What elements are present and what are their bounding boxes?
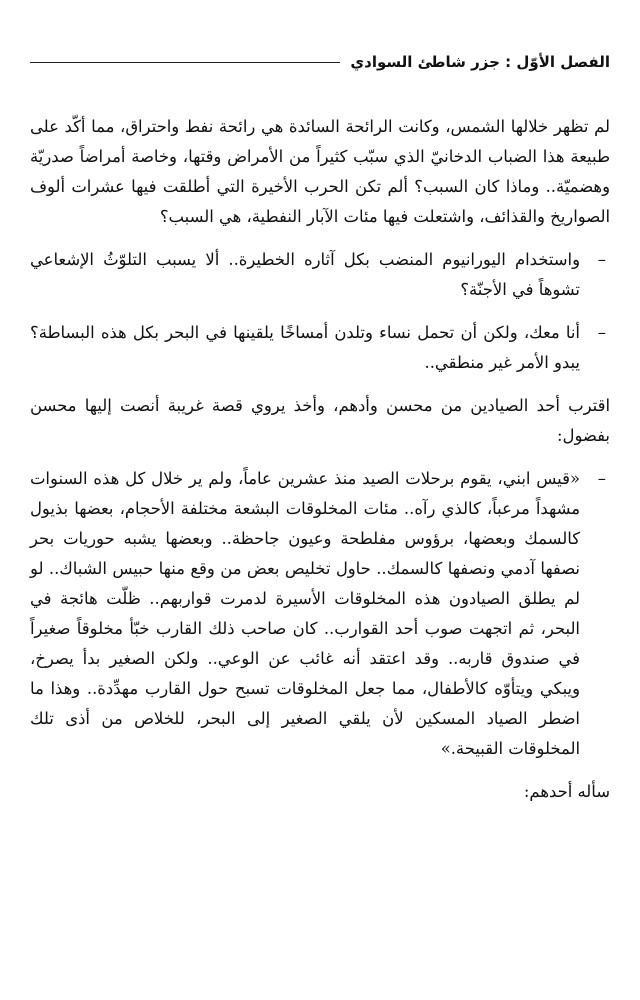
- body-text: [30, 112, 610, 807]
- chapter-running-title: الفصل الأوّل : جزر شاطئ السوادي: [350, 53, 610, 71]
- dialogue-dash: –: [597, 250, 606, 269]
- paragraph: لم تظهر خلالها الشمس، وكانت الرائحة السائدة هي رائحة نفط واحتراق، مما أكّد على طبيعة هذا الضباب الدخانيّ الذي سبّب كثيراً من الأمراض وقتها، وخاصة أمراضاً صدريّة وهضميّة.. وماذا كان السبب؟ ألم تكن الحرب الأخيرة التي أطلقت فيها عشرات ألوف الصواريخ والقذائف، واشتعلت فيها مئات الآبار النفطية، هي السبب؟: [30, 117, 610, 226]
- dialogue-text: أنا معك، ولكن أن تحمل نساء وتلدن أمساخًا يلقينها في البحر بكل هذه البساطة؟ يبدو الأمر غير منطقي..: [30, 323, 580, 372]
- dialogue-dash: –: [597, 469, 606, 488]
- dialogue-text: واستخدام اليورانيوم المنضب بكل آثاره الخطيرة.. ألا يسبب التلوّثُ الإشعاعي تشوهاً في الأجنّة؟: [30, 250, 580, 299]
- dialogue-dash: –: [597, 323, 606, 342]
- paragraph: اقترب أحد الصيادين من محسن وأدهم، وأخذ يروي قصة غريبة أنصت إليها محسن بفضول:: [30, 396, 610, 445]
- running-header: [30, 48, 610, 76]
- dialogue-item: [30, 318, 610, 378]
- dialogue-item: [30, 245, 610, 305]
- paragraph: سأله أحدهم:: [523, 782, 610, 801]
- header-rule: [30, 62, 340, 63]
- dialogue-text: «قيس ابني، يقوم برحلات الصيد منذ عشرين عاماً، ولم ير خلال كل هذه السنوات مشهداً مرعباً، كالذي رآه.. مئات المخلوقات البشعة مختلفة الأحجام، بعضها بذيول كالسمك وبعضها، برؤوس مفلطحة وعيون جاحظة.. وبعضها يشبه حوريات بحر نصفها آدمي ونصفها كالسمك.. حاول تخليص بعض من وقع منها حبيس الشباك.. لو لم يطلق الصيادون هذه المخلوقات الأسيرة لدمرت قواربهم.. ظلّت هائجة في البحر، ثم اتجهت صوب أحد القوارب.. كان صاحب ذلك القارب خبّأ مخلوقاً صغيراً في صندوق قاربه.. وقد اعتقد أنه غائب عن الوعي.. ولكن الصغير بدأ يصرخ، ويبكي ويتأوّه كالأطفال، مما جعل المخلوقات تسبح حول القارب مهدِّدة.. وهذا ما اضطر الصياد المسكين لأن يلقي الصغير إلى البحر، للخلاص من أذى تلك المخلوقات القبيحة.»: [30, 469, 580, 758]
- dialogue-item: [30, 464, 610, 764]
- book-page: [30, 48, 610, 1000]
